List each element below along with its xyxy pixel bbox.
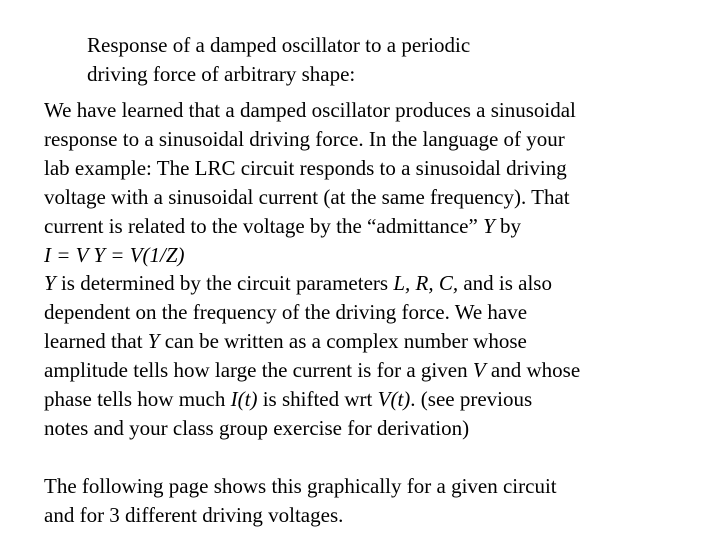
body-line — [44, 327, 714, 356]
text-run: phase tells how much — [44, 387, 231, 412]
body-line — [44, 212, 714, 241]
body-line — [44, 269, 714, 298]
text-run: current is related to the voltage by the “admittance” — [44, 213, 484, 238]
body-line — [44, 356, 714, 385]
body-line: and for 3 different driving voltages. — [44, 502, 344, 527]
text-run: and is also — [458, 271, 552, 296]
italic-run: I(t) — [230, 387, 258, 412]
body-line: voltage with a sinusoidal current (at the same frequency). That — [44, 184, 570, 209]
italic-run: V(t) — [377, 387, 411, 412]
text-run: . (see previous — [410, 387, 533, 412]
slide-title — [87, 31, 687, 89]
text-run: and whose — [485, 358, 581, 383]
slide-body — [44, 96, 714, 530]
equation: I = V Y = V(1/Z) — [44, 242, 185, 267]
body-line: lab example: The LRC circuit responds to a sinusoidal driving — [44, 155, 567, 180]
text-run: is shifted wrt — [257, 387, 378, 412]
body-line: dependent on the frequency of the driving force. We have — [44, 300, 528, 325]
title-line-2: driving force of arbitrary shape: — [87, 62, 356, 86]
text-run: can be written as a complex number whose — [159, 329, 527, 354]
italic-run: Y — [44, 271, 56, 296]
body-line: notes and your class group exercise for derivation) — [44, 415, 470, 440]
title-line-1: Response of a damped oscillator to a periodic — [87, 33, 471, 57]
italic-run: Y — [483, 213, 495, 238]
body-line: response to a sinusoidal driving force. In the language of your — [44, 126, 565, 151]
text-run: amplitude tells how large the current is for a given — [44, 358, 473, 383]
text-run: by — [494, 213, 521, 238]
body-line — [44, 385, 714, 414]
body-line: The following page shows this graphically for a given circuit — [44, 473, 557, 498]
text-run: learned that — [44, 329, 148, 354]
italic-run: V — [472, 358, 486, 383]
italic-run: L, R, C, — [393, 271, 459, 296]
text-run: is determined by the circuit parameters — [55, 271, 394, 296]
paragraph-gap — [44, 443, 714, 472]
italic-run: Y — [147, 329, 160, 354]
body-line: We have learned that a damped oscillator produces a sinusoidal — [44, 98, 576, 122]
